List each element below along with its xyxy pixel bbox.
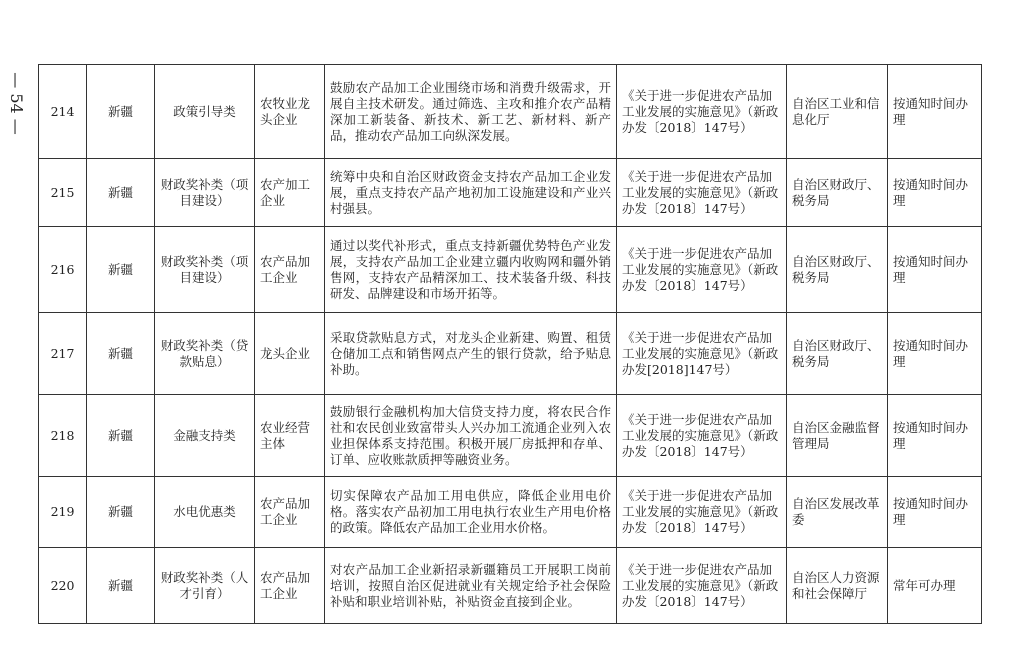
target-cell: 农产品加工企业 [255, 548, 325, 624]
timing-cell: 按通知时间办理 [888, 159, 982, 227]
table-row [39, 548, 982, 624]
row-number-cell: 216 [39, 227, 87, 313]
timing-cell: 按通知时间办理 [888, 227, 982, 313]
policy-category-cell: 水电优惠类 [155, 477, 255, 548]
page-number [6, 66, 26, 140]
policy-content-cell: 通过以奖代补形式，重点支持新疆优势特色产业发展，支持农产品加工企业建立疆内收购网和疆外销售网，支持农产品精深加工、技术装备升级、科技研发、品牌建设和市场开拓等。 [325, 227, 617, 313]
target-cell: 龙头企业 [255, 313, 325, 395]
department-cell: 自治区发展改革委 [787, 477, 888, 548]
target-cell: 农产加工企业 [255, 159, 325, 227]
table-row [39, 395, 982, 477]
region-cell: 新疆 [87, 313, 155, 395]
policy-content-cell: 鼓励农产品加工企业围绕市场和消费升级需求，开展自主技术研发。通过筛选、主攻和推介农产品精深加工新装备、新技术、新工艺、新材料、新产品，推动农产品加工向纵深发展。 [325, 65, 617, 159]
timing-cell: 按通知时间办理 [888, 313, 982, 395]
region-cell: 新疆 [87, 548, 155, 624]
policy-category-cell: 财政奖补类（项目建设） [155, 159, 255, 227]
policy-category-cell: 金融支持类 [155, 395, 255, 477]
policy-content-cell: 统筹中央和自治区财政资金支持农产品加工企业发展，重点支持农产品产地初加工设施建设和产业兴村强县。 [325, 159, 617, 227]
table-row [39, 159, 982, 227]
policy-basis-cell: 《关于进一步促进农产品加工业发展的实施意见》（新政办发〔2018〕147号） [617, 548, 787, 624]
table-row [39, 227, 982, 313]
policy-basis-cell: 《关于进一步促进农产品加工业发展的实施意见》（新政办发[2018]147号） [617, 313, 787, 395]
policy-basis-cell: 《关于进一步促进农产品加工业发展的实施意见》（新政办发〔2018〕147号） [617, 477, 787, 548]
department-cell: 自治区工业和信息化厅 [787, 65, 888, 159]
timing-cell: 按通知时间办理 [888, 477, 982, 548]
policy-content-cell: 切实保障农产品加工用电供应，降低企业用电价格。落实农产品初加工用电执行农业生产用电价格的政策。降低农产品加工企业用水价格。 [325, 477, 617, 548]
row-number-cell: 220 [39, 548, 87, 624]
region-cell: 新疆 [87, 227, 155, 313]
department-cell: 自治区金融监督管理局 [787, 395, 888, 477]
policy-basis-cell: 《关于进一步促进农产品加工业发展的实施意见》（新政办发〔2018〕147号） [617, 227, 787, 313]
policy-category-cell: 财政奖补类（人才引育） [155, 548, 255, 624]
policy-content-cell: 鼓励银行金融机构加大信贷支持力度，将农民合作社和农民创业致富带头人兴办加工流通企业列入农业担保体系支持范围。积极开展厂房抵押和存单、订单、应收账款质押等融资业务。 [325, 395, 617, 477]
table-row [39, 313, 982, 395]
table-row [39, 477, 982, 548]
target-cell: 农业经营主体 [255, 395, 325, 477]
policy-basis-cell: 《关于进一步促进农产品加工业发展的实施意见》（新政办发〔2018〕147号） [617, 395, 787, 477]
policy-basis-cell: 《关于进一步促进农产品加工业发展的实施意见》（新政办发〔2018〕147号） [617, 159, 787, 227]
department-cell: 自治区人力资源和社会保障厅 [787, 548, 888, 624]
target-cell: 农牧业龙头企业 [255, 65, 325, 159]
target-cell: 农产品加工企业 [255, 477, 325, 548]
timing-cell: 按通知时间办理 [888, 65, 982, 159]
row-number-cell: 218 [39, 395, 87, 477]
policy-table [38, 64, 982, 624]
row-number-cell: 215 [39, 159, 87, 227]
policy-content-cell: 对农产品加工企业新招录新疆籍员工开展职工岗前培训，按照自治区促进就业有关规定给予社会保险补贴和职业培训补贴，补贴资金直接到企业。 [325, 548, 617, 624]
policy-category-cell: 政策引导类 [155, 65, 255, 159]
policy-content-cell: 采取贷款贴息方式，对龙头企业新建、购置、租赁仓储加工点和销售网点产生的银行贷款，给予贴息补助。 [325, 313, 617, 395]
policy-basis-cell: 《关于进一步促进农产品加工业发展的实施意见》（新政办发〔2018〕147号） [617, 65, 787, 159]
region-cell: 新疆 [87, 159, 155, 227]
row-number-cell: 217 [39, 313, 87, 395]
timing-cell: 按通知时间办理 [888, 395, 982, 477]
region-cell: 新疆 [87, 395, 155, 477]
table-body [39, 65, 982, 624]
row-number-cell: 214 [39, 65, 87, 159]
department-cell: 自治区财政厅、税务局 [787, 313, 888, 395]
department-cell: 自治区财政厅、税务局 [787, 227, 888, 313]
page-number-text: — 54 — [6, 71, 26, 135]
row-number-cell: 219 [39, 477, 87, 548]
region-cell: 新疆 [87, 65, 155, 159]
timing-cell: 常年可办理 [888, 548, 982, 624]
table-row [39, 65, 982, 159]
target-cell: 农产品加工企业 [255, 227, 325, 313]
policy-category-cell: 财政奖补类（项目建设） [155, 227, 255, 313]
department-cell: 自治区财政厅、税务局 [787, 159, 888, 227]
policy-category-cell: 财政奖补类（贷款贴息） [155, 313, 255, 395]
region-cell: 新疆 [87, 477, 155, 548]
